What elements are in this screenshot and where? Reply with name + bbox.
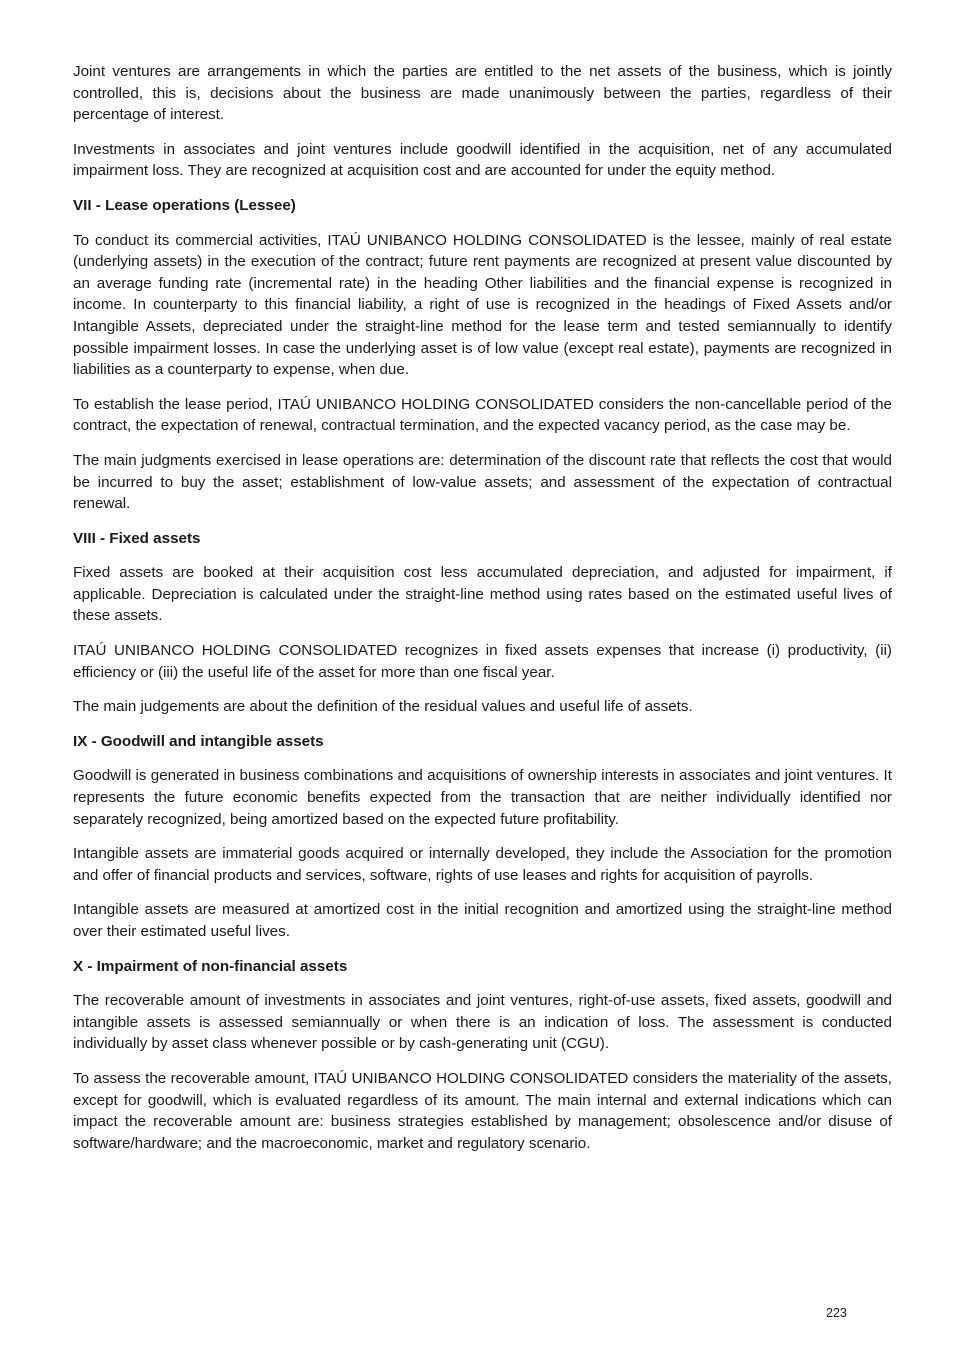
section-heading-impairment: X - Impairment of non-financial assets — [73, 957, 348, 975]
fixed-assets-expenses-paragraph: ITAÚ UNIBANCO HOLDING CONSOLIDATED recognizes in fixed assets expenses that increase (i) productivity, (ii) efficiency or (iii) the useful life of the asset for more than one fiscal year. — [73, 642, 892, 681]
intangible-assets-definition-paragraph: Intangible assets are immaterial goods acquired or internally developed, they include the Association for the promotion and offer of financial products and services, software, rights of use leases and rights for acquisition of payrolls. — [73, 845, 892, 884]
recoverable-amount-assessment-paragraph: To assess the recoverable amount, ITAÚ UNIBANCO HOLDING CONSOLIDATED considers the materiality of the assets, except for goodwill, which is evaluated regardless of its amount. The main internal and external indications which can impact the recoverable amount are: business strategies established by management; obsolescence and/or disuse of software/hardware; and the macroeconomic, market and regulatory scenario. — [73, 1069, 892, 1152]
investments-associates-paragraph: Investments in associates and joint ventures include goodwill identified in the acquisition, net of any accumulated impairment loss. They are recognized at acquisition cost and are accounted for under the equity method. — [73, 140, 892, 180]
goodwill-paragraph: Goodwill is generated in business combinations and acquisitions of ownership interests in associates and joint ventures. It represents the future economic benefits expected from the transaction that are neither individually identified nor separately recognized, being amortized based on the expected future profitability. — [73, 767, 892, 828]
section-heading-lease-operations: VII - Lease operations (Lessee) — [73, 196, 296, 214]
page-content — [73, 61, 892, 1167]
fixed-assets-judgements-paragraph: The main judgements are about the definition of the residual values and useful life of assets. — [73, 698, 693, 716]
section-heading-fixed-assets: VIII - Fixed assets — [73, 529, 201, 547]
lease-commercial-activities-paragraph: To conduct its commercial activities, ITAÚ UNIBANCO HOLDING CONSOLIDATED is the lessee, mainly of real estate (underlying assets) in the execution of the contract; future rent payments are recognized at present value discounted by an average funding rate (incremental rate) in the heading Other liabilities and the financial expense is recognized in income. In counterparty to this financial liability, a right of use is recognized in the headings of Fixed Assets and/or Intangible Assets, depreciated under the straight-line method for the lease term and tested semiannually to identify possible impairment losses. In case the underlying asset is of low value (except real estate), payments are recognized in liabilities as a counterparty to expense, when due. — [73, 231, 892, 379]
lease-period-paragraph: To establish the lease period, ITAÚ UNIBANCO HOLDING CONSOLIDATED considers the non-cancellable period of the contract, the expectation of renewal, contractual termination, and the expected vacancy period, as the case may be. — [73, 395, 892, 435]
joint-ventures-paragraph: Joint ventures are arrangements in which the parties are entitled to the net assets of the business, which is jointly controlled, this is, decisions about the business are made unanimously between the parties, regardless of their percentage of interest. — [73, 63, 892, 124]
recoverable-amount-paragraph: The recoverable amount of investments in associates and joint ventures, right-of-use assets, fixed assets, goodwill and intangible assets is assessed semiannually or when there is an indication of loss. The assessment is conducted individually by asset class whenever possible or by cash-generating unit (CGU). — [73, 992, 892, 1053]
fixed-assets-cost-paragraph: Fixed assets are booked at their acquisition cost less accumulated depreciation, and adjusted for impairment, if applicable. Depreciation is calculated under the straight-line method using rates based on the estimated useful lives of these assets. — [73, 564, 892, 625]
intangible-assets-measurement-paragraph: Intangible assets are measured at amortized cost in the initial recognition and amortized using the straight-line method over their estimated useful lives. — [73, 901, 892, 940]
page-number: 223 — [826, 1306, 847, 1320]
section-heading-goodwill-intangible: IX - Goodwill and intangible assets — [73, 732, 324, 750]
lease-judgments-paragraph: The main judgments exercised in lease operations are: determination of the discount rate that reflects the cost that would be incurred to buy the asset; establishment of low-value assets; and assessment of the expectation of contractual renewal. — [73, 451, 892, 513]
